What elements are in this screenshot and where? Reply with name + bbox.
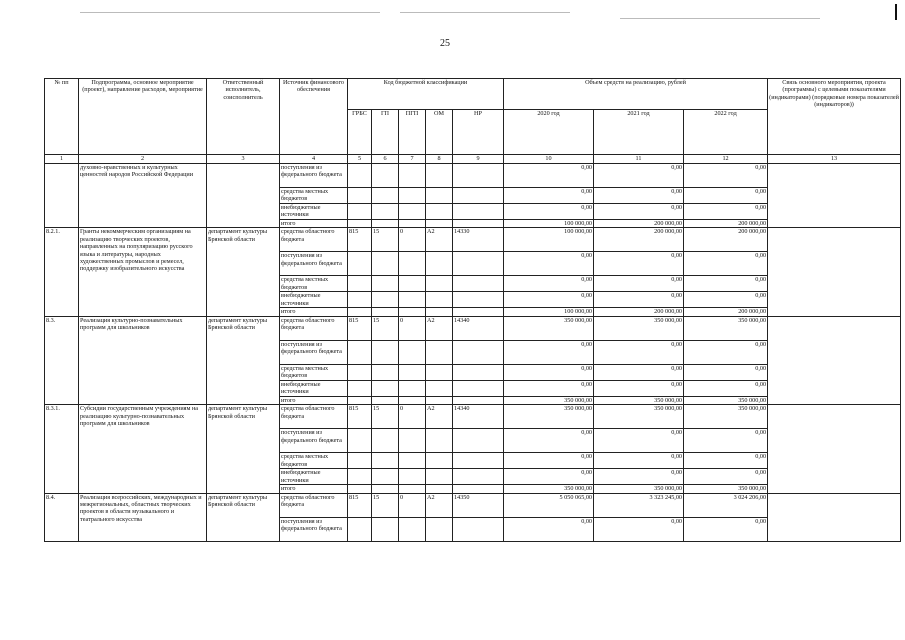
value-2022: 200 000,00: [684, 220, 768, 228]
source-federal: поступления из федерального бюджета: [280, 429, 348, 453]
value-2021: 0,00: [594, 188, 684, 204]
value-2020: 0,00: [504, 364, 594, 380]
value-2020: 0,00: [504, 276, 594, 292]
value-2021: 0,00: [594, 517, 684, 541]
code-om: А2: [426, 405, 453, 429]
value-2022: 350 000,00: [684, 405, 768, 429]
row-responsible: департамент культуры Брянской области: [207, 316, 280, 404]
value-2020: 0,00: [504, 340, 594, 364]
header-grbs: ГРБС: [348, 110, 372, 155]
code-nr: 14350: [453, 493, 504, 517]
source-extra: внебюджетные источники: [280, 469, 348, 485]
header-2020: 2020 год: [504, 110, 594, 155]
header-volume: Объем средств на реализацию, рублей: [504, 79, 768, 110]
source-federal: поступления из федерального бюджета: [280, 164, 348, 188]
header-budget-code: Код бюджетной классификации: [348, 79, 504, 110]
table-row: [45, 164, 901, 188]
value-2021: 0,00: [594, 292, 684, 308]
row-number: 8.2.1.: [45, 228, 79, 316]
header-2022: 2022 год: [684, 110, 768, 155]
col-number: 5: [348, 155, 372, 164]
row-responsible: департамент культуры Брянской области: [207, 405, 280, 493]
col-number: 1: [45, 155, 79, 164]
col-number: 4: [280, 155, 348, 164]
value-2020: 350 000,00: [504, 485, 594, 493]
row-number: 8.3.1.: [45, 405, 79, 493]
value-2022: 0,00: [684, 364, 768, 380]
value-2022: 0,00: [684, 517, 768, 541]
scan-noise-line: [80, 12, 380, 13]
value-2020: 0,00: [504, 469, 594, 485]
code-nr: 14340: [453, 316, 504, 340]
table-row: [45, 493, 901, 517]
value-2020: 0,00: [504, 517, 594, 541]
header-num: № пп: [45, 79, 79, 155]
row-program-name: Субсидии государственным учреждениям на реализацию культурно-познавательных программ для школьников: [79, 405, 207, 493]
row-program-name: духовно-нравственных и культурных ценностей народов Российской Федерации: [79, 164, 207, 228]
header-program: Подпрограмма, основное мероприятие (проект), направление расходов, мероприятие: [79, 79, 207, 155]
source-total: итого: [280, 220, 348, 228]
code-pgp: 0: [399, 493, 426, 517]
code-om: А2: [426, 493, 453, 517]
value-2022: 200 000,00: [684, 228, 768, 252]
value-2020: 100 000,00: [504, 228, 594, 252]
header-responsible: Ответственный исполнитель, соисполнитель: [207, 79, 280, 155]
source-extra: внебюджетные источники: [280, 380, 348, 396]
source-total: итого: [280, 396, 348, 404]
row-responsible: департамент культуры Брянской области: [207, 228, 280, 316]
row-responsible: [207, 164, 280, 228]
code-om: А2: [426, 228, 453, 252]
value-2021: 200 000,00: [594, 220, 684, 228]
value-2021: 0,00: [594, 380, 684, 396]
code-pgp: 0: [399, 316, 426, 340]
header-nr: НР: [453, 110, 504, 155]
source-federal: поступления из федерального бюджета: [280, 252, 348, 276]
value-2020: 0,00: [504, 252, 594, 276]
row-number: 8.3.: [45, 316, 79, 404]
value-2020: 0,00: [504, 453, 594, 469]
value-2020: 0,00: [504, 380, 594, 396]
value-2022: 350 000,00: [684, 485, 768, 493]
value-2022: 0,00: [684, 188, 768, 204]
source-total: итого: [280, 308, 348, 316]
scan-noise-line: [400, 12, 570, 13]
col-number: 3: [207, 155, 280, 164]
value-2022: 200 000,00: [684, 308, 768, 316]
value-2021: 0,00: [594, 276, 684, 292]
row-program-name: Реализация всероссийских, международных и межрегиональных, областных творческих проектов в области музыкального и театрального искусства: [79, 493, 207, 541]
value-2021: 0,00: [594, 204, 684, 220]
value-2021: 3 323 245,00: [594, 493, 684, 517]
column-number-row: [45, 155, 901, 164]
value-2022: 0,00: [684, 252, 768, 276]
code-gp: 15: [372, 405, 399, 429]
scan-noise-line: [620, 18, 820, 19]
source-local: средства местных бюджетов: [280, 364, 348, 380]
source-local: средства местных бюджетов: [280, 276, 348, 292]
value-2021: 0,00: [594, 429, 684, 453]
code-gp: 15: [372, 493, 399, 517]
code-pgp: 0: [399, 228, 426, 252]
value-2021: 0,00: [594, 252, 684, 276]
header-om: ОМ: [426, 110, 453, 155]
source-regional: средства областного бюджета: [280, 405, 348, 429]
scan-edge-mark: [895, 4, 897, 20]
row-program-name: Гранты некоммерческим организациям на реализацию творческих проектов, направленных на популяризацию русского языка и литературы, народных художественных промыслов и ремесел, поддержку изобразительного искусства: [79, 228, 207, 316]
value-2020: 350 000,00: [504, 405, 594, 429]
source-total: итого: [280, 485, 348, 493]
col-number: 7: [399, 155, 426, 164]
code-grbs: 815: [348, 405, 372, 429]
row-number: [45, 164, 79, 228]
value-2022: 0,00: [684, 204, 768, 220]
source-federal: поступления из федерального бюджета: [280, 517, 348, 541]
code-nr: 14340: [453, 405, 504, 429]
source-regional: средства областного бюджета: [280, 316, 348, 340]
col-number: 11: [594, 155, 684, 164]
value-2020: 350 000,00: [504, 316, 594, 340]
source-regional: средства областного бюджета: [280, 493, 348, 517]
col-number: 12: [684, 155, 768, 164]
value-2021: 350 000,00: [594, 316, 684, 340]
value-2021: 350 000,00: [594, 405, 684, 429]
row-number: 8.4.: [45, 493, 79, 541]
col-number: 6: [372, 155, 399, 164]
table-row: [45, 405, 901, 429]
code-nr: 14330: [453, 228, 504, 252]
value-2021: 200 000,00: [594, 308, 684, 316]
value-2022: 0,00: [684, 292, 768, 308]
value-2022: 0,00: [684, 429, 768, 453]
value-2022: 0,00: [684, 340, 768, 364]
source-extra: внебюджетные источники: [280, 204, 348, 220]
code-grbs: 815: [348, 316, 372, 340]
value-2021: 350 000,00: [594, 485, 684, 493]
code-om: А2: [426, 316, 453, 340]
col-number: 9: [453, 155, 504, 164]
value-2022: 350 000,00: [684, 396, 768, 404]
header-link: Связь основного мероприятия, проекта (программы) с целевыми показателями (индикаторами) (порядковые номера показателей (индикаторов)): [768, 79, 901, 155]
value-2020: 0,00: [504, 429, 594, 453]
col-number: 2: [79, 155, 207, 164]
value-2022: 0,00: [684, 453, 768, 469]
source-extra: внебюджетные источники: [280, 292, 348, 308]
page-number: 25: [440, 38, 450, 49]
code-grbs: 815: [348, 228, 372, 252]
value-2022: 0,00: [684, 164, 768, 188]
header-row-1: [45, 79, 901, 110]
value-2022: 3 024 206,00: [684, 493, 768, 517]
code-grbs: 815: [348, 493, 372, 517]
col-number: 13: [768, 155, 901, 164]
header-2021: 2021 год: [594, 110, 684, 155]
source-local: средства местных бюджетов: [280, 453, 348, 469]
value-2020: 0,00: [504, 188, 594, 204]
header-source: Источник финансового обеспечения: [280, 79, 348, 155]
value-2020: 0,00: [504, 292, 594, 308]
value-2020: 100 000,00: [504, 308, 594, 316]
value-2021: 0,00: [594, 164, 684, 188]
header-gp: ГП: [372, 110, 399, 155]
table-row: [45, 228, 901, 252]
source-local: средства местных бюджетов: [280, 188, 348, 204]
source-regional: средства областного бюджета: [280, 228, 348, 252]
value-2020: 100 000,00: [504, 220, 594, 228]
code-gp: 15: [372, 228, 399, 252]
value-2022: 0,00: [684, 276, 768, 292]
value-2022: 0,00: [684, 380, 768, 396]
col-number: 10: [504, 155, 594, 164]
value-2022: 350 000,00: [684, 316, 768, 340]
col-number: 8: [426, 155, 453, 164]
value-2021: 350 000,00: [594, 396, 684, 404]
budget-table: [44, 78, 901, 542]
row-program-name: Реализация культурно-познавательных программ для школьников: [79, 316, 207, 404]
source-federal: поступления из федерального бюджета: [280, 340, 348, 364]
table-row: [45, 316, 901, 340]
value-2020: 5 050 065,00: [504, 493, 594, 517]
row-responsible: департамент культуры Брянской области: [207, 493, 280, 541]
header-pgp: ПГП: [399, 110, 426, 155]
value-2020: 0,00: [504, 204, 594, 220]
value-2021: 0,00: [594, 340, 684, 364]
code-pgp: 0: [399, 405, 426, 429]
value-2021: 0,00: [594, 469, 684, 485]
value-2021: 0,00: [594, 364, 684, 380]
value-2020: 350 000,00: [504, 396, 594, 404]
code-gp: 15: [372, 316, 399, 340]
value-2021: 200 000,00: [594, 228, 684, 252]
value-2021: 0,00: [594, 453, 684, 469]
value-2022: 0,00: [684, 469, 768, 485]
value-2020: 0,00: [504, 164, 594, 188]
